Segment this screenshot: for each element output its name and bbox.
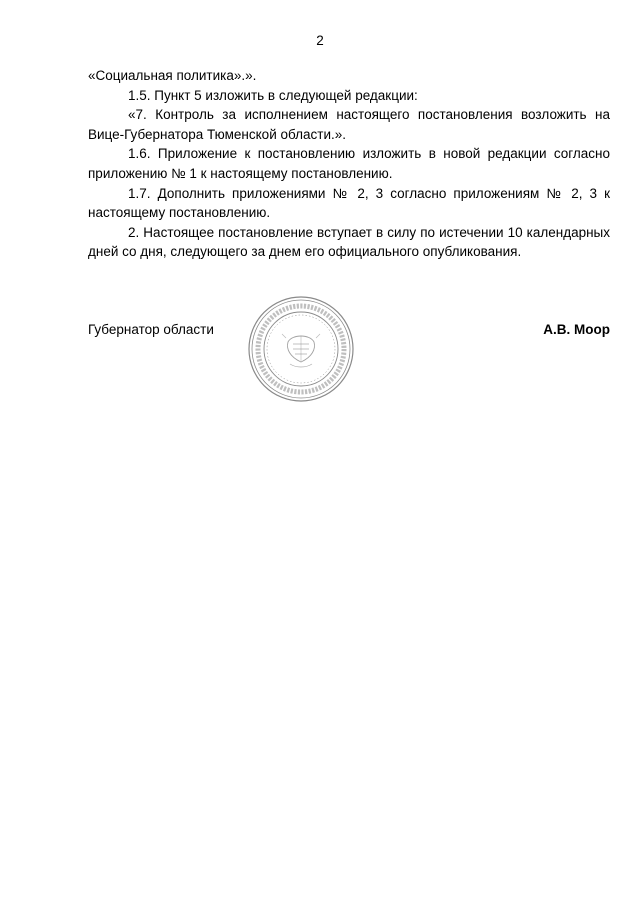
page-number: 2 <box>316 33 324 48</box>
paragraph-2: 2. Настоящее постановление вступает в силу по истечении 10 календарных дней со дня, следующего за днем его официального опубликования. <box>88 224 610 260</box>
official-seal-icon <box>246 294 356 404</box>
signer-name: А.В. Моор <box>543 322 610 337</box>
paragraph-1-6: 1.6. Приложение к постановлению изложить в новой редакции согласно приложению № 1 к настоящему постановлению. <box>88 146 610 181</box>
paragraph-1-7: 1.7. Дополнить приложениями № 2, 3 согласно приложениям № 2, 3 к настоящему постановлению. <box>88 185 610 221</box>
paragraph-1-5: 1.5. Пункт 5 изложить в следующей редакции: <box>128 87 418 103</box>
paragraph-continuation: «Социальная политика».». <box>88 68 257 83</box>
document-body <box>88 66 610 262</box>
signer-title: Губернатор области <box>88 322 214 337</box>
paragraph-quoted-7: «7. Контроль за исполнением настоящего постановления возложить на Вице-Губернатора Тюменской области.». <box>88 107 610 142</box>
